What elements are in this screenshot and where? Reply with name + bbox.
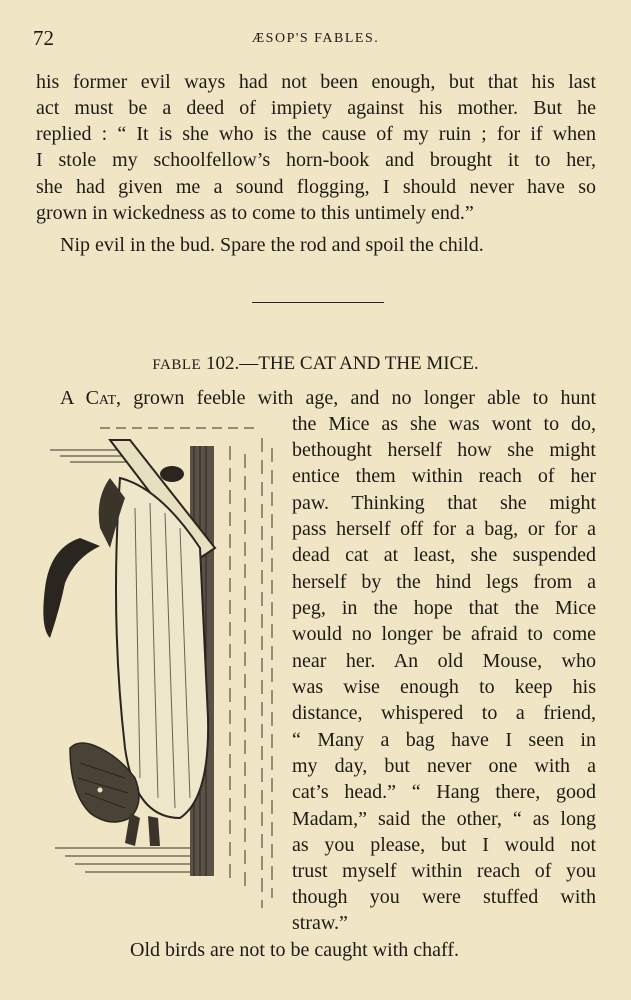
fable-line-1: the Mice as she was wont to do,: [292, 413, 596, 435]
fable-line-14: my day, but never one with a: [292, 755, 596, 777]
fable-line-8: peg, in the hope that the Mice: [292, 597, 596, 619]
engraving-cat-hanging-from-peg-icon: [40, 418, 280, 918]
prev-line-5: she had given me a sound flogging, I should never have so: [36, 176, 596, 198]
fable-first-words: A Cat,: [60, 387, 122, 409]
fable-line-2: bethought herself how she might: [292, 439, 596, 461]
fable-line-16: Madam,” said the other, “ as long: [292, 808, 596, 830]
prev-line-2: act must be a deed of impiety against his mother. But he: [36, 97, 596, 119]
fable-title: [0, 352, 631, 377]
fable-line-15: cat’s head.” “ Hang there, good: [292, 781, 596, 803]
fable-line-10: near her. An old Mouse, who: [292, 650, 596, 672]
fable-moral: Old birds are not to be caught with chaff.: [130, 939, 459, 961]
fable-title-text: 102.—THE CAT AND THE MICE.: [201, 353, 479, 374]
fable-label: FABLE: [152, 357, 202, 373]
prev-line-4: I stole my schoolfellow’s horn-book and brought it to her,: [36, 149, 596, 171]
fable-line-17: as you please, but I would not: [292, 834, 596, 856]
fable-line-20: straw.”: [292, 912, 348, 934]
prev-line-1: his former evil ways had not been enough, but that his last: [36, 71, 596, 93]
fable-line-4: paw. Thinking that she might: [292, 492, 596, 514]
fable-first-line-rest: grown feeble with age, and no longer able to hunt: [121, 387, 597, 409]
fable-line-9: would no longer be afraid to come: [292, 623, 596, 645]
fable-line-12: distance, whispered to a friend,: [292, 702, 596, 724]
fable-line-5: pass herself off for a bag, or for a: [292, 518, 596, 540]
fable-line-7: herself by the hind legs from a: [292, 571, 596, 593]
fable-first-line: [60, 385, 596, 411]
fable-line-6: dead cat at least, she suspended: [292, 544, 596, 566]
fable-line-18: trust myself within reach of you: [292, 860, 596, 882]
page-header: [33, 26, 598, 50]
fable-line-11: was wise enough to keep his: [292, 676, 596, 698]
fable-line-3: entice them within reach of her: [292, 465, 596, 487]
page-number: 72: [33, 26, 54, 50]
prev-moral: Nip evil in the bud. Spare the rod and spoil the child.: [60, 234, 484, 256]
prev-line-3: replied : “ It is she who is the cause of my ruin ; for if when: [36, 123, 596, 145]
running-title: ÆSOP'S FABLES.: [251, 31, 380, 46]
fable-line-13: “ Many a bag have I seen in: [292, 729, 596, 751]
fable-line-19: though you were stuffed with: [292, 886, 596, 908]
prev-line-6: grown in wickedness as to come to this untimely end.”: [36, 202, 474, 224]
section-divider: [252, 302, 384, 303]
